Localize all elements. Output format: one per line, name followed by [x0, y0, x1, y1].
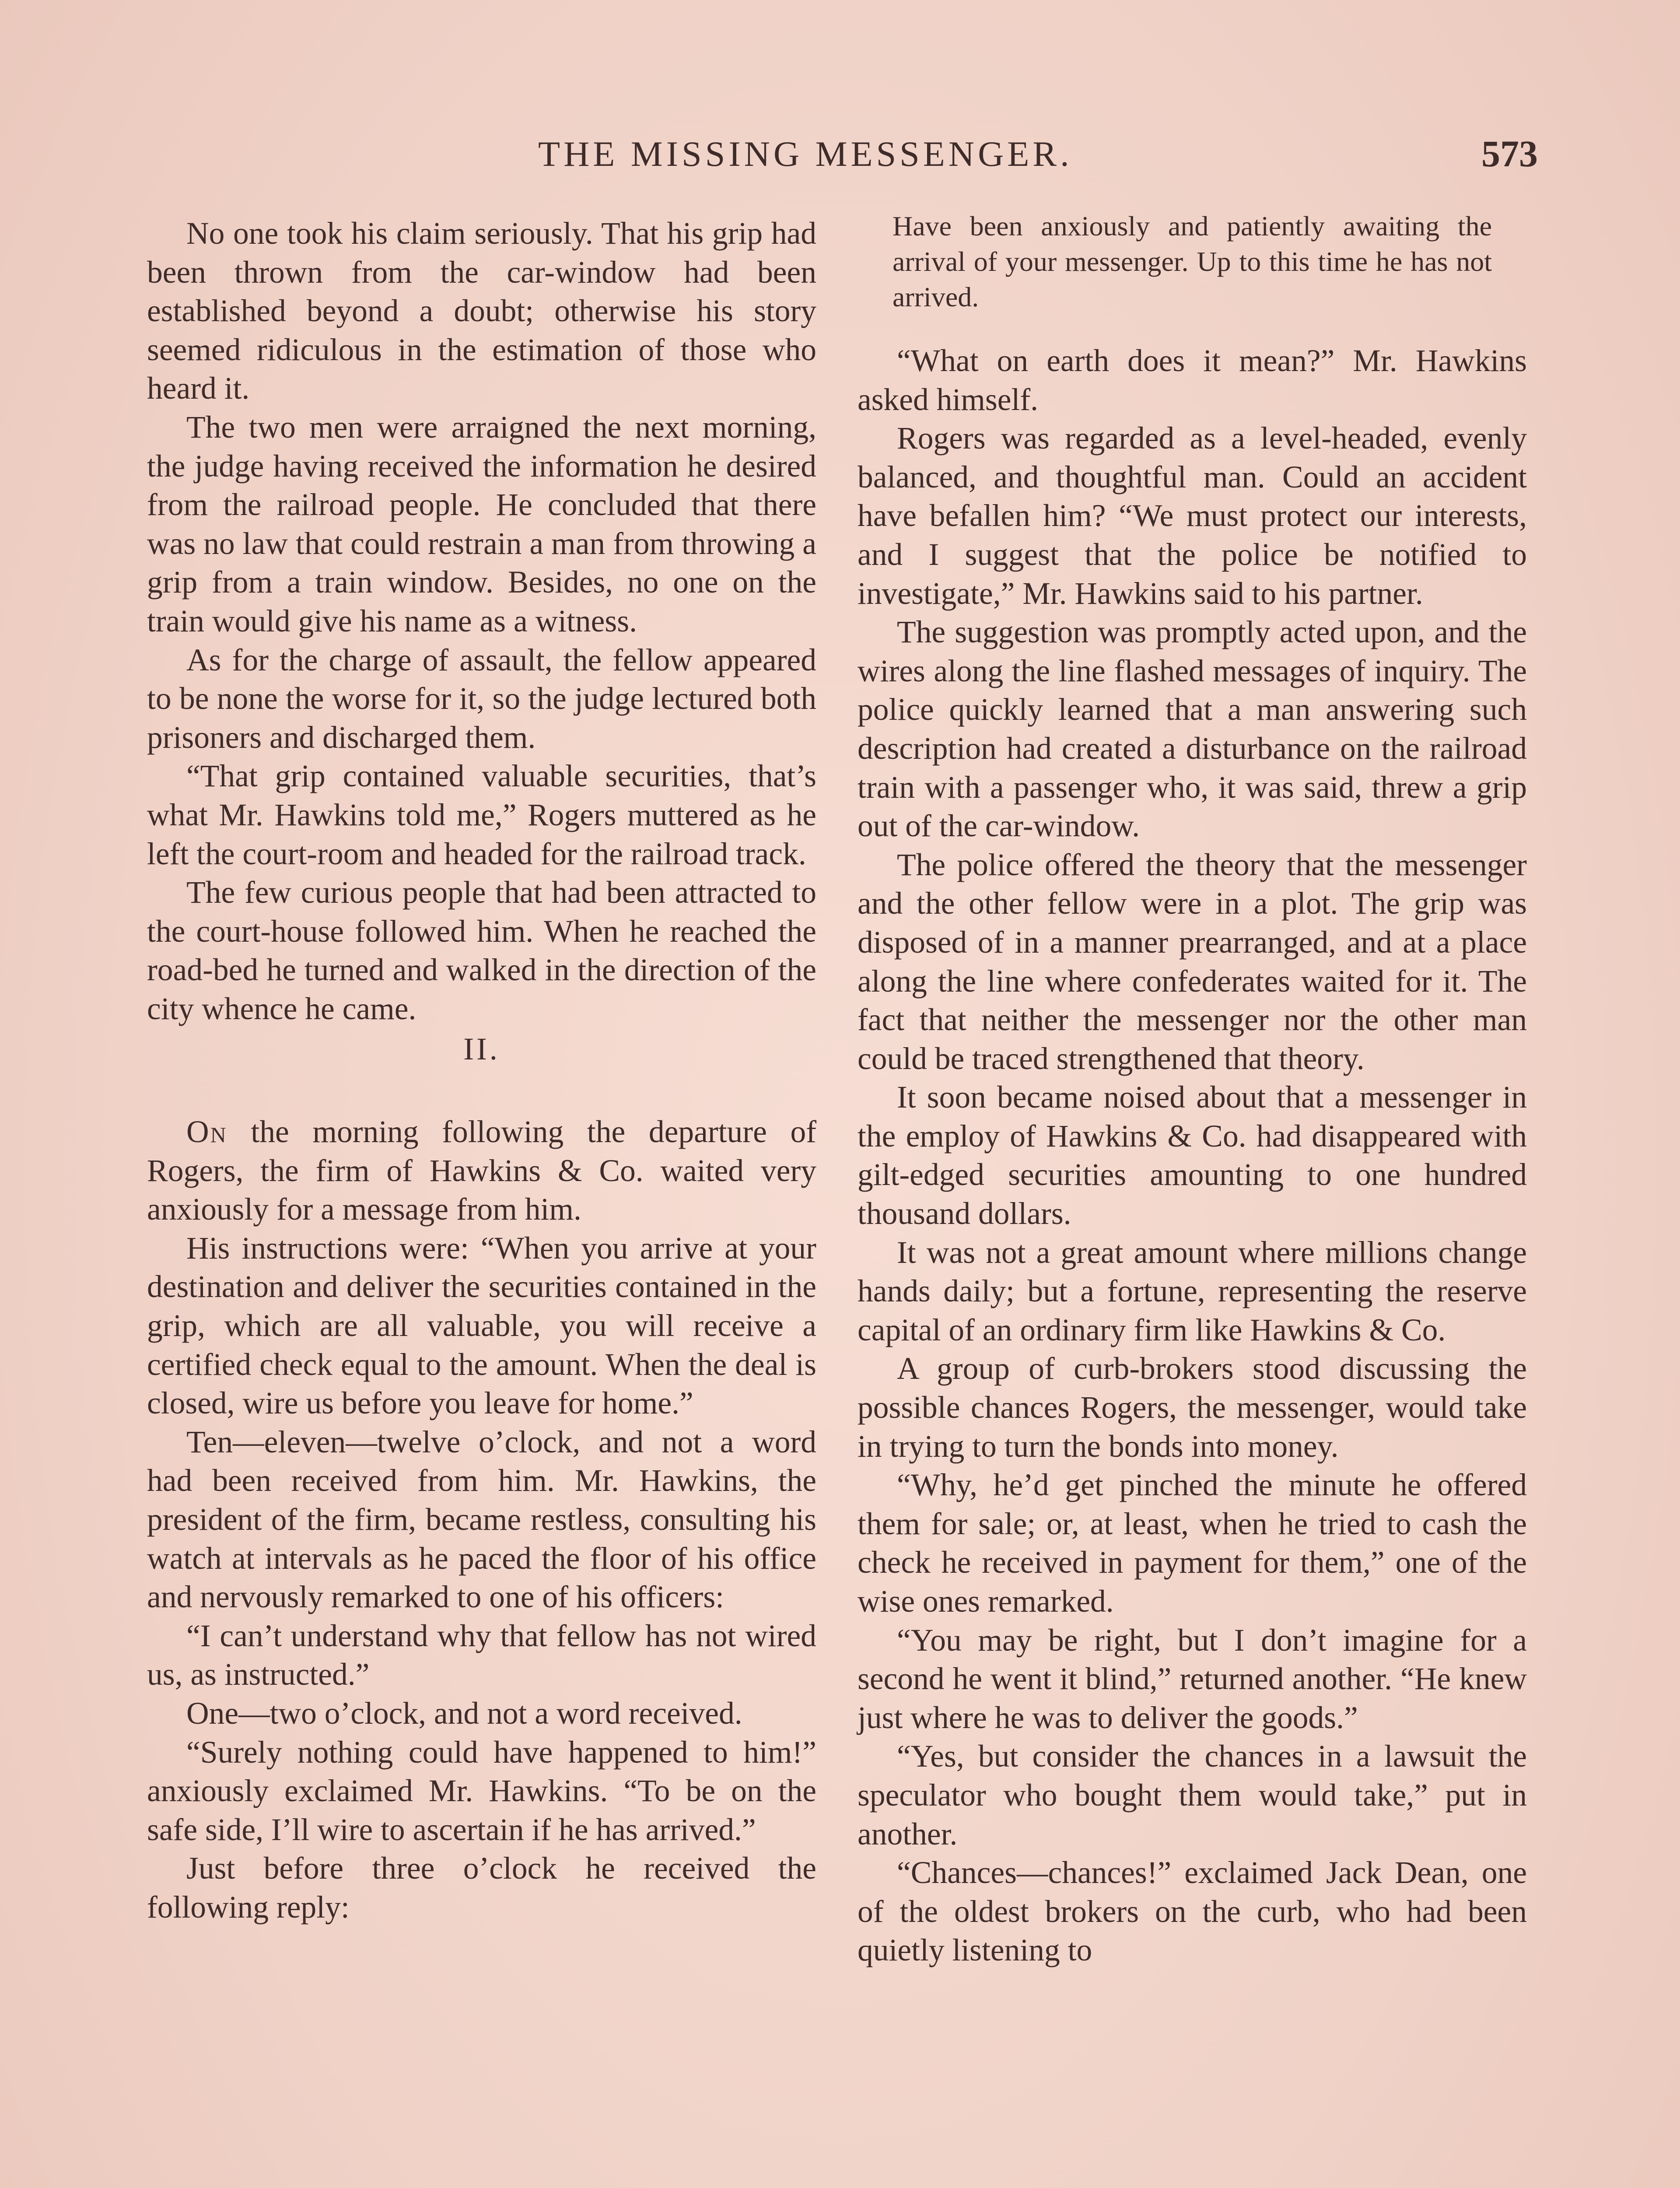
paragraph: “Why, he’d get pinched the minute he offered them for sale; or, at least, when he tried to cash the check he received in payment for them,” one of the wise ones remarked.: [858, 1468, 1527, 1619]
paragraph-text: the morning following the departure of Rogers, the firm of Hawkins & Co. waited very anxiously for a message from him.: [147, 1115, 816, 1227]
paragraph: A group of curb-brokers stood discussing the possible chances Rogers, the messenger, would take in trying to turn the bonds into money.: [858, 1351, 1527, 1464]
paragraph: The police offered the theory that the messenger and the other fellow were in a plot. The grip was disposed of in a manner prearranged, and at a place along the line where confederates waited for it. The fact that neither the messenger nor the other man could be traced strengthened that theory.: [858, 847, 1527, 1076]
paragraph: As for the charge of assault, the fellow appeared to be none the worse for it, so the judge lectured both prisoners and discharged them.: [147, 642, 816, 755]
paragraph: No one took his claim seriously. That his grip had been thrown from the car-window had been established beyond a doubt; otherwise his story seemed ridiculous in the estimation of those who heard it.: [147, 216, 816, 406]
paragraph: “What on earth does it mean?” Mr. Hawkins asked himself.: [858, 344, 1527, 417]
section-heading: II.: [463, 1032, 500, 1067]
paragraph: One—two o’clock, and not a word received.: [186, 1696, 742, 1731]
paragraph: It soon became noised about that a messenger in the employ of Hawkins & Co. had disappeared with gilt-edged securities amounting to one hundred thousand dollars.: [858, 1080, 1527, 1231]
paragraph: The suggestion was promptly acted upon, and the wires along the line flashed messages of inquiry. The police quickly learned that a man answering such description had created a disturbance on the railroad train with a passenger who, it was said, threw a grip out of the car-window.: [858, 615, 1527, 844]
page-number: 573: [1481, 133, 1538, 175]
left-column: [147, 214, 816, 1927]
drop-lead-word: On: [186, 1115, 228, 1150]
paragraph: “Surely nothing could have happened to him!” anxiously exclaimed Mr. Hawkins. “To be on the safe side, I’ll wire to ascertain if he has arrived.”: [147, 1735, 816, 1847]
paragraph: “I can’t understand why that fellow has not wired us, as instructed.”: [147, 1618, 816, 1692]
paragraph: His instructions were: “When you arrive at your destination and deliver the securities contained in the grip, which are all valuable, you will receive a certified check equal to the amount. When the deal is closed, wire us before you leave for home.”: [147, 1231, 816, 1421]
running-title: THE MISSING MESSENGER.: [538, 134, 1073, 174]
paragraph: [147, 1113, 816, 1229]
paragraph: It was not a great amount where millions change hands daily; but a fortune, representing the reserve capital of an ordinary firm like Hawkins & Co.: [858, 1235, 1527, 1347]
paragraph: “Chances—chances!” exclaimed Jack Dean, one of the oldest brokers on the curb, who had been quietly listening to: [858, 1855, 1527, 1968]
paragraph: “Yes, but consider the chances in a lawsuit the speculator who bought them would take,” put in another.: [858, 1739, 1527, 1851]
page-header: [0, 133, 1680, 177]
paragraph: Rogers was regarded as a level-headed, evenly balanced, and thoughtful man. Could an accident have befallen him? “We must protect our interests, and I suggest that the police be notified to investigate,” Mr. Hawkins said to his partner.: [858, 421, 1527, 611]
paragraph: Just before three o’clock he received the following reply:: [147, 1851, 816, 1925]
paragraph: Ten—eleven—twelve o’clock, and not a word had been received from him. Mr. Hawkins, the president of the firm, became restless, consulting his watch at intervals as he paced the floor of his office and nervously remarked to one of his officers:: [147, 1424, 816, 1615]
paragraph: “That grip contained valuable securities, that’s what Mr. Hawkins told me,” Rogers muttered as he left the court-room and headed for the railroad track.: [147, 759, 816, 871]
right-column: [858, 208, 1527, 1970]
paragraph: The two men were arraigned the next morning, the judge having received the information he desired from the railroad people. He concluded that there was no law that could restrain a man from throwing a grip from a train window. Besides, no one on the train would give his name as a witness.: [147, 410, 816, 638]
paragraph: “You may be right, but I don’t imagine for a second he went it blind,” returned another. “He knew just where he was to deliver the goods.”: [858, 1623, 1527, 1735]
paragraph: The few curious people that had been attracted to the court-house followed him. When he reached the road-bed he turned and walked in the direction of the city whence he came.: [147, 875, 816, 1026]
telegram-text: Have been anxiously and patiently awaiting the arrival of your messenger. Up to this time he has not arrived.: [892, 210, 1492, 312]
